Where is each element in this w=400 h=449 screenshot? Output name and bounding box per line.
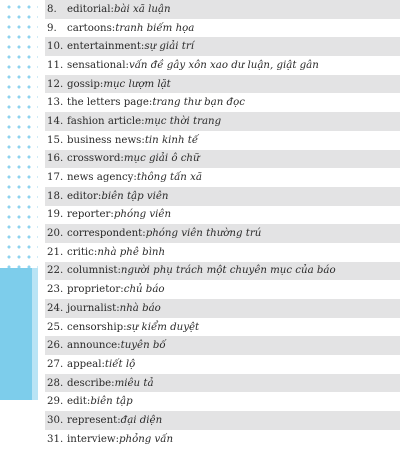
item-number: 18. (47, 190, 64, 202)
english-term: columnist: (67, 265, 121, 277)
item-number: 21. (47, 246, 64, 258)
english-term: crossword: (67, 153, 124, 165)
english-term: proprietor: (67, 284, 124, 296)
english-term: journalist: (67, 302, 120, 314)
english-term: the letters page: (67, 97, 153, 109)
list-item (45, 37, 400, 56)
item-number: 31. (47, 433, 64, 445)
vietnamese-meaning: sự kiểm duyệt (126, 321, 200, 333)
item-number: 9. (47, 22, 57, 34)
list-item (45, 0, 400, 19)
english-term: interview: (67, 433, 120, 445)
english-term: represent: (67, 414, 121, 426)
item-number: 23. (47, 284, 64, 296)
vietnamese-meaning: mục giải ô chữ (123, 153, 200, 165)
vietnamese-meaning: tuyên bố (120, 340, 166, 352)
blue-band (0, 268, 38, 400)
list-item (45, 206, 400, 225)
english-term: critic: (67, 246, 98, 258)
item-number: 24. (47, 302, 64, 314)
item-number: 30. (47, 414, 64, 426)
dot-pattern (4, 0, 38, 272)
english-term: fashion article: (67, 115, 145, 127)
english-term: cartoons: (67, 22, 116, 34)
english-term: censorship: (67, 321, 127, 333)
vietnamese-meaning: nhà phê bình (97, 246, 166, 258)
item-number: 27. (47, 358, 64, 370)
item-number: 14. (47, 115, 64, 127)
item-number: 17. (47, 172, 64, 184)
vietnamese-meaning: phỏng vấn (119, 433, 174, 445)
list-item (45, 93, 400, 112)
vietnamese-meaning: mục lượm lặt (103, 78, 171, 90)
vietnamese-meaning: đại diện (120, 414, 163, 426)
vietnamese-meaning: tin kinh tế (144, 134, 199, 146)
vietnamese-meaning: trang thư bạn đọc (152, 97, 245, 109)
english-term: announce: (67, 340, 121, 352)
list-item (45, 56, 400, 75)
english-term: correspondent: (67, 228, 146, 240)
list-item (45, 355, 400, 374)
list-item (45, 318, 400, 337)
vietnamese-meaning: bài xã luận (113, 3, 171, 15)
list-item (45, 150, 400, 169)
item-number: 25. (47, 321, 64, 333)
list-item (45, 280, 400, 299)
item-number: 13. (47, 97, 64, 109)
vietnamese-meaning: miêu tả (114, 377, 154, 389)
list-item (45, 112, 400, 131)
english-term: edit: (67, 396, 91, 408)
vietnamese-meaning: người phụ trách một chuyên mục của báo (120, 265, 336, 277)
vietnamese-meaning: tranh biếm họa (115, 22, 195, 34)
vietnamese-meaning: biên tập viên (101, 190, 169, 202)
list-item (45, 299, 400, 318)
vietnamese-meaning: phóng viên (113, 209, 171, 221)
item-number: 29. (47, 396, 64, 408)
list-item (45, 75, 400, 94)
item-number: 28. (47, 377, 64, 389)
vietnamese-meaning: mục thời trang (144, 115, 222, 127)
list-item (45, 168, 400, 187)
list-item (45, 131, 400, 150)
item-number: 20. (47, 228, 64, 240)
vietnamese-meaning: vấn đề gây xôn xao dư luận, giật gân (128, 59, 319, 71)
english-term: sensational: (67, 59, 129, 71)
english-term: reporter: (67, 209, 114, 221)
list-item (45, 336, 400, 355)
list-item (45, 224, 400, 243)
list-item (45, 243, 400, 262)
english-term: editorial: (67, 3, 114, 15)
list-item (45, 19, 400, 38)
item-number: 15. (47, 134, 64, 146)
vietnamese-meaning: thông tấn xã (136, 172, 202, 184)
list-item (45, 262, 400, 281)
english-term: describe: (67, 377, 115, 389)
item-number: 8. (47, 3, 57, 15)
list-item (45, 430, 400, 449)
list-item (45, 374, 400, 393)
english-term: business news: (67, 134, 145, 146)
item-number: 10. (47, 41, 64, 53)
vietnamese-meaning: biên tập (90, 396, 133, 408)
vietnamese-meaning: nhà báo (119, 302, 161, 314)
vietnamese-meaning: phóng viên thường trú (145, 228, 262, 240)
english-term: editor: (67, 190, 102, 202)
vietnamese-meaning: tiết lộ (104, 358, 136, 370)
decorative-sidebar (0, 0, 38, 400)
item-number: 22. (47, 265, 64, 277)
vietnamese-meaning: chủ báo (123, 284, 165, 296)
item-number: 12. (47, 78, 64, 90)
item-number: 11. (47, 59, 64, 71)
english-term: news agency: (67, 172, 137, 184)
item-number: 19. (47, 209, 64, 221)
item-number: 16. (47, 153, 64, 165)
vietnamese-meaning: sự giải trí (144, 41, 194, 53)
vocabulary-list (45, 0, 400, 449)
list-item (45, 392, 400, 411)
list-item (45, 187, 400, 206)
list-item (45, 411, 400, 430)
english-term: appeal: (67, 358, 105, 370)
english-term: gossip: (67, 78, 104, 90)
item-number: 26. (47, 340, 64, 352)
english-term: entertainment: (67, 41, 145, 53)
